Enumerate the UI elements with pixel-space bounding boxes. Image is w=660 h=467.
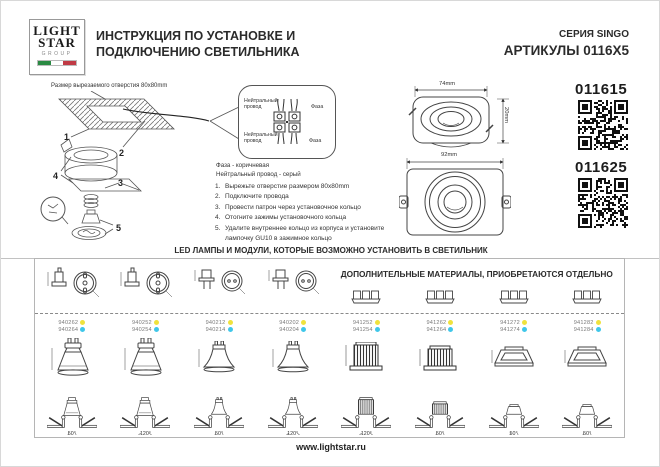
warm-dot-icon [154, 320, 159, 325]
phase-wire-label-bottom: Фаза [309, 138, 322, 144]
module-icon-3 [477, 259, 551, 313]
warm-dot-icon [375, 320, 380, 325]
title-line-2: ПОДКЛЮЧЕНИЮ СВЕТИЛЬНИКА [96, 45, 300, 60]
website-url: www.lightstar.ru [296, 442, 366, 452]
cool-dot-icon [522, 327, 527, 332]
lamp-top-view-3 [182, 259, 256, 313]
code-cool: 941284 [573, 326, 594, 333]
code-warm: 941252 [352, 319, 373, 326]
warm-dot-icon [448, 320, 453, 325]
product-code-2: 011625 [575, 159, 628, 176]
cool-dot-icon [80, 327, 85, 332]
cutout-size-note: Размер вырезаемого отверстия 80x80mm [51, 83, 168, 89]
cool-dot-icon [448, 327, 453, 332]
module-icon-1 [330, 259, 404, 313]
step-1: 1. Вырежьте отверстие размером 80x80mm [215, 183, 350, 190]
code-cool: 940204 [279, 326, 300, 333]
lamp-top-view-2 [109, 259, 183, 313]
install-diagram-4 [256, 378, 330, 438]
part-label-5: 5 [116, 223, 122, 233]
install-diagram-6 [403, 378, 477, 438]
qr-code-2 [578, 178, 628, 228]
code-cool: 940254 [132, 326, 152, 333]
code-warm: 940262 [58, 319, 79, 326]
code-cool: 941264 [426, 326, 447, 333]
terminal-block-diagram [267, 98, 307, 146]
warm-dot-icon [228, 320, 233, 325]
phase-wire-label-top: Фаза [311, 104, 324, 110]
code-cool: 941274 [500, 326, 520, 333]
italian-flag-bar [37, 60, 77, 66]
beam-angle: 50° [67, 431, 76, 437]
install-diagram-1 [35, 378, 109, 438]
lightstar-logo [29, 19, 85, 75]
cool-dot-icon [596, 327, 601, 332]
module-side-view-3 [477, 337, 551, 378]
part-label-4: 4 [53, 171, 59, 181]
module-side-view-1 [330, 337, 404, 378]
flag-green [38, 61, 51, 65]
beam-angle: 50° [435, 431, 444, 437]
page-title [96, 28, 356, 61]
install-diagram-7 [477, 378, 551, 438]
step-4: 4. Отогните зажимы установочного кольца [215, 214, 347, 222]
module-icon-4 [550, 259, 624, 313]
beam-angle: 120° [360, 431, 372, 437]
logo-light-text: LIGHT [33, 23, 81, 38]
led-compatibility-box [34, 258, 625, 438]
install-diagram-8 [550, 378, 624, 438]
fixture-front-drawing [399, 157, 511, 239]
dim-width-top: 74mm [439, 81, 456, 87]
article-codes-1 [35, 320, 109, 333]
extras-title: ДОПОЛНИТЕЛЬНЫЕ МАТЕРИАЛЫ, ПРИОБРЕТАЮТСЯ ОТДЕЛЬНО [340, 269, 613, 279]
article-codes-6 [403, 320, 477, 333]
product-code-1: 011615 [575, 81, 628, 98]
install-steps [215, 182, 405, 244]
lamp-top-view-1 [35, 259, 109, 313]
lamp-side-view-1 [35, 337, 109, 378]
article-codes-8 [550, 320, 624, 333]
module-icon-2 [403, 259, 477, 313]
cool-dot-icon [154, 327, 159, 332]
module-side-view-2 [403, 337, 477, 378]
part-label-3: 3 [118, 178, 124, 188]
side-view-row [35, 337, 624, 378]
part-label-2: 2 [119, 148, 125, 158]
flag-red [63, 61, 76, 65]
code-warm: 940202 [279, 319, 300, 326]
install-diagram-2 [109, 378, 183, 438]
lamp-side-view-2 [109, 337, 183, 378]
install-diagram-row [35, 378, 624, 438]
led-section-title: LED ЛАМПЫ И МОДУЛИ, КОТОРЫЕ ВОЗМОЖНО УСТАНОВИТЬ В СВЕТИЛЬНИК [174, 246, 488, 255]
series-label: СЕРИЯ SINGO [559, 29, 629, 40]
install-diagram-3 [182, 378, 256, 438]
legend-phase: Фаза - коричневая [216, 162, 270, 169]
cool-dot-icon [375, 327, 380, 332]
warm-dot-icon [301, 320, 306, 325]
warm-dot-icon [596, 320, 601, 325]
cool-dot-icon [301, 327, 306, 332]
code-warm: 940252 [132, 319, 152, 326]
code-cool: 940214 [205, 326, 226, 333]
step-3: 3. Провести патрон через установочное кольцо [215, 203, 361, 211]
module-side-view-4 [550, 337, 624, 378]
lamp-top-view-4 [256, 259, 330, 313]
article-codes-7 [477, 320, 551, 333]
neutral-wire-label-bottom: Нейтральный провод [244, 132, 278, 145]
code-warm: 940212 [205, 319, 226, 326]
beam-angle: 120° [287, 431, 299, 437]
article-codes-2 [109, 320, 183, 333]
callout-pointer [206, 101, 240, 145]
part-label-1: 1 [64, 132, 70, 142]
articles-label: АРТИКУЛЫ 0116X5 [503, 43, 629, 58]
warm-dot-icon [522, 320, 527, 325]
legend-neutral: Нейтральный провод - серый [216, 171, 301, 179]
code-warm: 941272 [500, 319, 520, 326]
cool-dot-icon [228, 327, 233, 332]
beam-angle: 50° [583, 431, 592, 437]
dim-width-front: 92mm [441, 152, 458, 158]
beam-angle: 50° [509, 431, 518, 437]
neutral-wire-label-top: Нейтральный провод [244, 98, 278, 111]
wire-color-legend [216, 161, 301, 180]
flag-white [51, 61, 64, 65]
logo-group-text: GROUP [41, 51, 73, 57]
code-warm: 941262 [426, 319, 447, 326]
dashed-divider [35, 313, 624, 314]
article-codes-4 [256, 320, 330, 333]
step-5: 5. Удалите внутреннее кольцо из корпуса и установите лампочку GU10 в зажимное кольцо [215, 224, 385, 242]
lamp-side-view-3 [182, 337, 256, 378]
article-codes-3 [182, 320, 256, 333]
beam-angle: 120° [139, 431, 151, 437]
beam-angle: 50° [215, 431, 224, 437]
code-cool: 941254 [352, 326, 373, 333]
article-codes-5 [330, 320, 404, 333]
warm-dot-icon [80, 320, 85, 325]
qr-code-1 [578, 100, 628, 150]
lamp-side-view-4 [256, 337, 330, 378]
code-cool: 940264 [58, 326, 79, 333]
logo-star-text: STAR [38, 35, 76, 50]
top-view-row [35, 259, 624, 313]
article-codes-row [35, 315, 624, 337]
wiring-callout [238, 85, 336, 159]
step-2: 2. Подключите провода [215, 193, 289, 201]
dim-height: 20mm [503, 107, 509, 124]
install-diagram-5 [330, 378, 404, 438]
title-line-1: ИНСТРУКЦИЯ ПО УСТАНОВКЕ И [96, 29, 296, 43]
fixture-side-drawing [399, 85, 511, 155]
code-warm: 941282 [573, 319, 594, 326]
